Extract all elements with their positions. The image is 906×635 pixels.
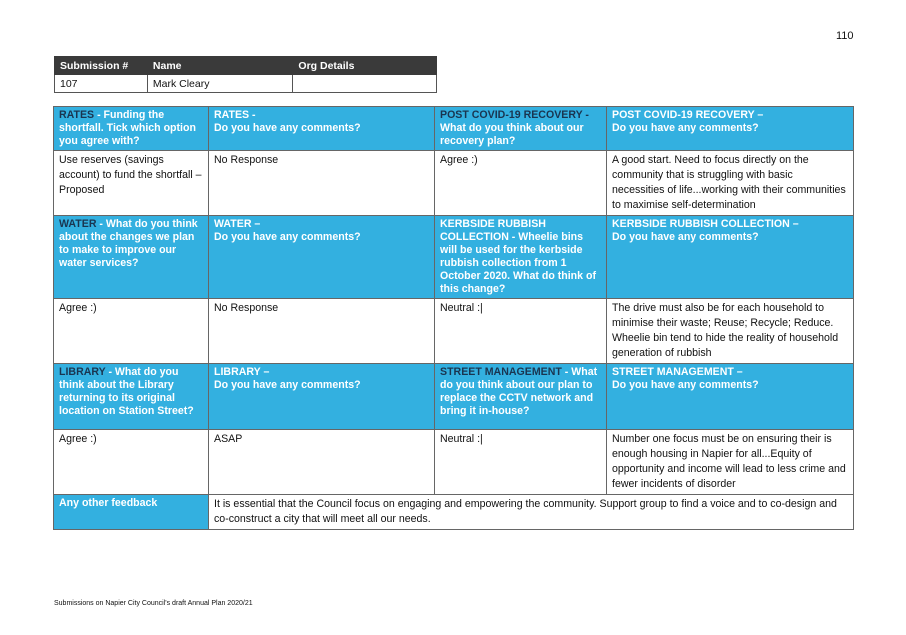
covid-recovery-comments-question-cell: POST COVID-19 RECOVERY – Do you have any comments? [607,107,854,151]
water-comments-question-cell: WATER – Do you have any comments? [209,216,435,299]
covid-recovery-answer: Agree :) [435,151,607,216]
org-details [293,75,437,93]
rates-comments-question-cell: RATES - Do you have any comments? [209,107,435,151]
rates-question-cell: RATES - Funding the shortfall. Tick which option you agree with? [54,107,209,151]
library-comments-question-cell: LIBRARY – Do you have any comments? [209,364,435,430]
library-question-cell: LIBRARY - What do you think about the Library returning to its original location on Station Street? [54,364,209,430]
kerbside-answer: Neutral :| [435,299,607,364]
water-answer-row [54,299,854,364]
water-answer: Agree :) [54,299,209,364]
footer-text: Submissions on Napier City Council's draft Annual Plan 2020/21 [54,600,253,607]
water-comments-answer: No Response [209,299,435,364]
submitter-name: Mark Cleary [147,75,293,93]
water-question-row [54,216,854,299]
other-feedback-label: Any other feedback [54,495,209,530]
kerbside-question-cell: KERBSIDE RUBBISH COLLECTION - Wheelie bins will be used for the kerbside rubbish collection from 1 October 2020. What do think of this change? [435,216,607,299]
library-answer: Agree :) [54,430,209,495]
kerbside-comments-answer: The drive must also be for each household to minimise their waste; Reuse; Recycle; Reduce. Wheelie bin tend to hide the reality of household generation of rubbish [607,299,854,364]
submission-table [54,56,437,93]
covid-recovery-question-cell: POST COVID-19 RECOVERY - What do you think about our recovery plan? [435,107,607,151]
page-number: 110 [836,30,854,42]
other-feedback-row [54,495,854,530]
library-question-row [54,364,854,430]
water-question-cell: WATER - What do you think about the changes we plan to make to improve our water services? [54,216,209,299]
rates-comments-answer: No Response [209,151,435,216]
street-management-comments-question-cell: STREET MANAGEMENT – Do you have any comments? [607,364,854,430]
kerbside-comments-question-cell: KERBSIDE RUBBISH COLLECTION – Do you have any comments? [607,216,854,299]
rates-answer: Use reserves (savings account) to fund the shortfall – Proposed [54,151,209,216]
rates-question-row [54,107,854,151]
org-details-header: Org Details [293,57,437,75]
street-management-answer: Neutral :| [435,430,607,495]
covid-recovery-comments-answer: A good start. Need to focus directly on the community that is struggling with basic necessities of life...working with their communities to maximise self-determination [607,151,854,216]
rates-answer-row [54,151,854,216]
library-answer-row [54,430,854,495]
name-header: Name [147,57,293,75]
street-management-comments-answer: Number one focus must be on ensuring their is enough housing in Napier for all...Equity of opportunity and income will lead to less crime and fewer incidents of disorder [607,430,854,495]
submission-number: 107 [55,75,148,93]
street-management-question-cell: STREET MANAGEMENT - What do you think about our plan to replace the CCTV network and bring it in-house? [435,364,607,430]
feedback-table [53,106,854,530]
library-comments-answer: ASAP [209,430,435,495]
other-feedback-text: It is essential that the Council focus on engaging and empowering the community. Support group to find a voice and to co-design and co-construct a city that will meet all our needs. [209,495,854,530]
submission-number-header: Submission # [55,57,148,75]
